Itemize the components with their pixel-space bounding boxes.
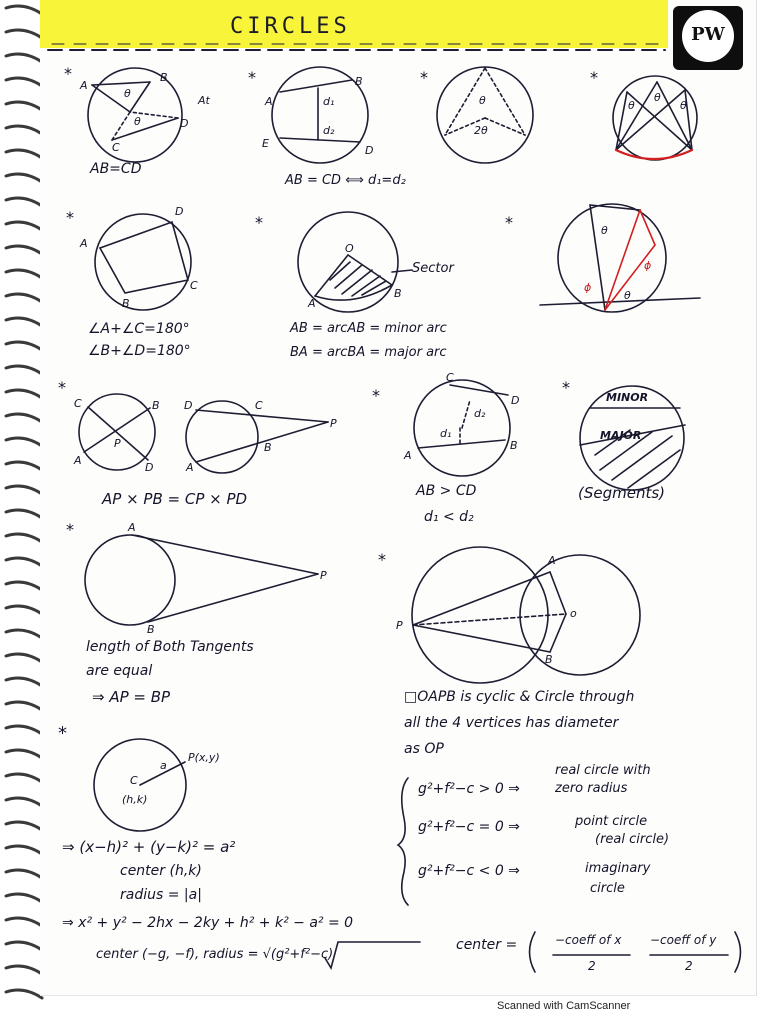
point-label: A bbox=[308, 297, 316, 310]
point-label: C bbox=[190, 279, 198, 292]
center-standard: center (h,k) bbox=[120, 863, 202, 879]
star-marker: * bbox=[64, 64, 72, 83]
caption-equal-distance: AB = CD ⟺ d₁=d₂ bbox=[285, 173, 406, 188]
star-marker: * bbox=[58, 723, 67, 744]
chord-product-formula: AP × PB = CP × PD bbox=[102, 490, 248, 508]
point-label: B bbox=[160, 71, 168, 84]
radius-standard: radius = |a| bbox=[120, 887, 202, 903]
point-label: D bbox=[184, 399, 193, 412]
case-result: point circle bbox=[575, 814, 648, 829]
angle-label: θ bbox=[134, 115, 141, 128]
star-marker: * bbox=[505, 213, 513, 232]
case-result: circle bbox=[590, 881, 625, 896]
case-condition: g²+f²−c > 0 ⇒ bbox=[418, 781, 520, 797]
star-marker: * bbox=[562, 378, 570, 397]
diagram-cyclic-quadrilateral bbox=[95, 214, 191, 310]
angle-label: θ bbox=[124, 87, 131, 100]
case-result: (real circle) bbox=[595, 832, 670, 847]
point-label: B bbox=[264, 441, 272, 454]
oapb-note-line: □OAPB is cyclic & Circle through bbox=[404, 689, 635, 705]
star-marker: * bbox=[66, 208, 74, 227]
point-label: C bbox=[446, 371, 454, 384]
case-result: real circle with bbox=[555, 763, 651, 778]
oapb-note-line: as OP bbox=[404, 741, 444, 757]
circle-equation-general: ⇒ x² + y² − 2hx − 2ky + h² + k² − a² = 0 bbox=[62, 915, 354, 931]
point-label: B bbox=[355, 75, 363, 88]
distance-label: d₁ bbox=[440, 427, 452, 440]
point-label: (h,k) bbox=[122, 793, 148, 806]
chord-compare-line: AB > CD bbox=[416, 483, 477, 499]
case-result: zero radius bbox=[555, 781, 628, 796]
arc-definition-line: AB = arcAB = minor arc bbox=[290, 321, 447, 336]
point-label: A bbox=[80, 237, 88, 250]
angle-label: ϕ bbox=[584, 281, 592, 294]
star-marker: * bbox=[66, 520, 74, 539]
diagram-equal-distance bbox=[272, 67, 368, 163]
point-label: B bbox=[152, 399, 160, 412]
point-label: D bbox=[175, 205, 184, 218]
point-label: P bbox=[330, 417, 337, 430]
point-label: C bbox=[112, 141, 120, 154]
case-condition: g²+f²−c = 0 ⇒ bbox=[418, 819, 520, 835]
diagram-chord-distance bbox=[414, 380, 510, 476]
point-label: A bbox=[404, 449, 412, 462]
diagram-intersecting-chords bbox=[79, 394, 155, 470]
pw-logo-text: PW bbox=[691, 24, 725, 45]
point-label: A bbox=[265, 95, 273, 108]
point-label: B bbox=[122, 297, 130, 310]
radius-label: a bbox=[160, 759, 167, 772]
caption-equal-chords: AB=CD bbox=[90, 161, 142, 177]
scanner-watermark: Scanned with CamScanner bbox=[497, 1000, 631, 1012]
star-marker: * bbox=[590, 68, 598, 87]
point-label: C bbox=[255, 399, 263, 412]
point-label: o bbox=[570, 607, 577, 620]
point-label: A bbox=[74, 454, 82, 467]
circle-equation-standard: ⇒ (x−h)² + (y−k)² = a² bbox=[62, 838, 236, 856]
point-label: P bbox=[320, 569, 327, 582]
center-formula-numerator: −coeff of y bbox=[650, 933, 717, 947]
point-label: B bbox=[147, 623, 155, 636]
point-label: P bbox=[396, 619, 403, 632]
point-label: B bbox=[545, 653, 553, 666]
diagram-tangents bbox=[85, 535, 318, 625]
arc-definition-line: BA = arcBA = major arc bbox=[290, 345, 447, 360]
center-paren-right bbox=[735, 932, 741, 972]
segments-caption: (Segments) bbox=[578, 484, 666, 502]
diagram-inscribed-angle bbox=[437, 67, 533, 163]
angle-label: 2θ bbox=[474, 124, 488, 137]
point-label: D bbox=[145, 461, 154, 474]
minor-segment-label: MINOR bbox=[606, 391, 649, 404]
diagram-oapb-cyclic bbox=[412, 547, 640, 683]
tangent-note-line: length of Both Tangents bbox=[86, 639, 254, 655]
major-segment-label: MAJOR bbox=[600, 429, 642, 442]
note-label: At bbox=[198, 94, 210, 107]
point-label: C bbox=[74, 397, 82, 410]
center-formula-denominator: 2 bbox=[588, 959, 596, 973]
point-label: A bbox=[80, 79, 88, 92]
point-label: P(x,y) bbox=[188, 751, 220, 764]
star-marker: * bbox=[255, 213, 263, 232]
diagram-alternate-segment bbox=[540, 204, 700, 312]
point-label: D bbox=[365, 144, 374, 157]
angle-label: θ bbox=[601, 224, 608, 237]
tangent-equality: ⇒ AP = BP bbox=[92, 688, 171, 706]
point-label: A bbox=[548, 554, 556, 567]
star-marker: * bbox=[58, 378, 66, 397]
point-label: B bbox=[394, 287, 402, 300]
center-formula-denominator: 2 bbox=[685, 959, 693, 973]
angle-label: θ bbox=[624, 289, 631, 302]
distance-compare-line: d₁ < d₂ bbox=[424, 509, 474, 525]
distance-label: d₂ bbox=[323, 124, 335, 137]
angle-label: θ bbox=[680, 99, 687, 112]
point-label: D bbox=[180, 117, 189, 130]
point-label: E bbox=[262, 137, 269, 150]
cases-brace bbox=[398, 778, 408, 905]
point-label: A bbox=[128, 521, 136, 534]
distance-label: d₁ bbox=[323, 95, 335, 108]
case-condition: g²+f²−c < 0 ⇒ bbox=[418, 863, 520, 879]
star-marker: * bbox=[248, 68, 256, 87]
point-label: A bbox=[186, 461, 194, 474]
center-radius-general: center (−g, −f), radius = √(g²+f²−c) bbox=[96, 947, 334, 962]
distance-label: d₂ bbox=[474, 407, 486, 420]
point-label: B bbox=[510, 439, 518, 452]
page-title: CIRCLES bbox=[230, 14, 351, 39]
tangent-note-line: are equal bbox=[86, 663, 153, 679]
point-label: P bbox=[114, 437, 121, 450]
star-marker: * bbox=[420, 68, 428, 87]
sqrt-sign bbox=[325, 942, 420, 968]
angle-label: ϕ bbox=[644, 259, 652, 272]
oapb-note-line: all the 4 vertices has diameter bbox=[404, 715, 619, 731]
center-formula-numerator: −coeff of x bbox=[555, 933, 622, 947]
star-marker: * bbox=[378, 550, 386, 569]
diagram-standard-circle bbox=[94, 739, 186, 831]
center-formula-label: center = bbox=[456, 937, 518, 953]
angle-label: θ bbox=[654, 91, 661, 104]
diagram-same-segment-angles bbox=[613, 76, 697, 160]
point-label: O bbox=[345, 242, 354, 255]
cyclic-property-line: ∠B+∠D=180° bbox=[88, 343, 191, 359]
point-label: C bbox=[130, 774, 138, 787]
angle-label: θ bbox=[628, 99, 635, 112]
sector-label: Sector bbox=[412, 261, 454, 276]
cyclic-property-line: ∠A+∠C=180° bbox=[88, 321, 190, 337]
point-label: D bbox=[511, 394, 520, 407]
angle-label: θ bbox=[479, 94, 486, 107]
star-marker: * bbox=[372, 386, 380, 405]
case-result: imaginary bbox=[585, 861, 651, 876]
center-paren-left bbox=[530, 932, 536, 972]
